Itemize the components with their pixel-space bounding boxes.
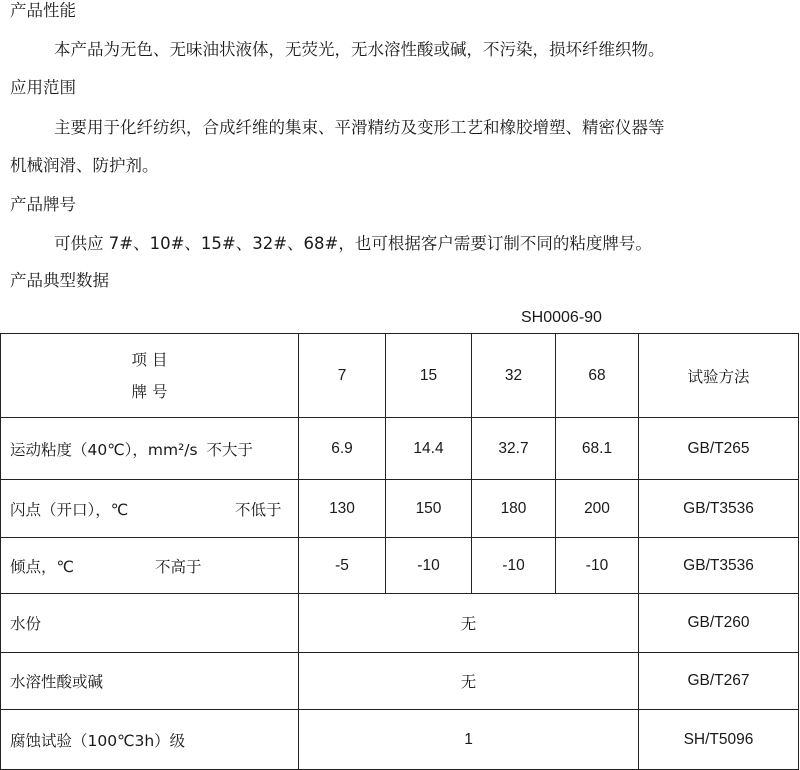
merged-value-cell: 无 (299, 653, 639, 710)
table-row (1, 480, 799, 538)
grade-label: 牌 号 (131, 382, 168, 401)
table-row (1, 653, 799, 710)
section-heading-grades: 产品牌号 (10, 195, 76, 214)
method-cell: GB/T265 (639, 418, 799, 480)
value-cell: 14.4 (386, 418, 472, 480)
row-label-pour-point (1, 538, 299, 594)
application-paragraph-continued: 机械润滑、防护剂。 (10, 156, 159, 175)
row-label-text: 闪点（开口），℃ (10, 500, 129, 519)
method-cell: GB/T3536 (639, 480, 799, 538)
value-cell: 6.9 (299, 418, 386, 480)
grade-header-68: 68 (556, 334, 639, 418)
method-cell: GB/T267 (639, 653, 799, 710)
value-cell: -10 (556, 538, 639, 594)
typical-data-table (0, 333, 799, 770)
row-label-viscosity (1, 418, 299, 480)
method-cell: SH/T5096 (639, 710, 799, 770)
value-cell: 180 (472, 480, 556, 538)
item-label: 项 目 (131, 350, 168, 369)
method-cell: GB/T260 (639, 594, 799, 653)
grades-paragraph: 可供应 7#、10#、15#、32#、68#，也可根据客户需要订制不同的粘度牌号。 (54, 234, 652, 253)
row-limit-text: 不低于 (235, 500, 282, 519)
row-label-water: 水份 (1, 594, 299, 653)
row-limit-text: 不大于 (206, 440, 254, 459)
table-row (1, 710, 799, 770)
row-label-corrosion: 腐蚀试验（100℃3h）级 (1, 710, 299, 770)
value-cell: 200 (556, 480, 639, 538)
merged-value-cell: 无 (299, 594, 639, 653)
row-label-text: 倾点，℃ (10, 557, 74, 576)
value-cell: -10 (386, 538, 472, 594)
value-cell: 32.7 (472, 418, 556, 480)
section-heading-properties: 产品性能 (10, 1, 76, 20)
section-heading-application: 应用范围 (10, 78, 76, 97)
row-label-text: 运动粘度（40℃），mm²/s (10, 440, 198, 459)
table-row (1, 538, 799, 594)
section-heading-typical-data: 产品典型数据 (10, 271, 109, 290)
value-cell: 68.1 (556, 418, 639, 480)
merged-value-cell: 1 (299, 710, 639, 770)
item-grade-header-cell (1, 334, 299, 418)
row-label-acid-base: 水溶性酸或碱 (1, 653, 299, 710)
table-header-row (1, 334, 799, 418)
row-label-flash-point (1, 480, 299, 538)
properties-paragraph: 本产品为无色、无味油状液体，无荧光，无水溶性酸或碱，不污染，损坏纤维织物。 (54, 40, 665, 59)
value-cell: 150 (386, 480, 472, 538)
method-cell: GB/T3536 (639, 538, 799, 594)
grade-header-32: 32 (472, 334, 556, 418)
grade-header-7: 7 (299, 334, 386, 418)
table-row (1, 594, 799, 653)
value-cell: -5 (299, 538, 386, 594)
standard-code: SH0006-90 (521, 309, 602, 326)
method-header: 试验方法 (639, 334, 799, 418)
grade-header-15: 15 (386, 334, 472, 418)
table-row (1, 418, 799, 480)
row-limit-text: 不高于 (155, 557, 202, 576)
value-cell: 130 (299, 480, 386, 538)
value-cell: -10 (472, 538, 556, 594)
application-paragraph: 主要用于化纤纺织，合成纤维的集束、平滑精纺及变形工艺和橡胶增塑、精密仪器等 (54, 118, 665, 137)
